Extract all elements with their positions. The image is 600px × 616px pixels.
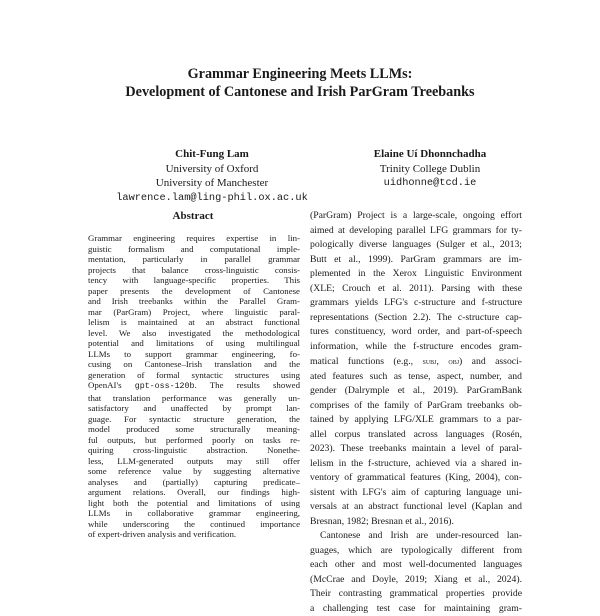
abstract-line: less, LLM-generated outputs may still offer — [88, 456, 300, 467]
abstract-line: projects that balance cross-linguistic consis- — [88, 265, 300, 276]
body-paragraph-1 — [310, 209, 522, 529]
abstract-line: argument relations. Overall, our findings high- — [88, 487, 300, 498]
body-line: aimed at developing parallel LFG grammars for ty- — [310, 224, 522, 239]
abstract-body — [88, 233, 300, 540]
body-line: Their contrasting grammatical properties provide — [310, 587, 522, 602]
body-line: matical functions (e.g., subj, obj) and associ- — [310, 354, 522, 370]
abstract-line: while underscoring the continued importance — [88, 519, 300, 530]
abstract-line: paper presents the development of Cantonese — [88, 286, 300, 297]
body-line: information, while the f-structure encodes gram- — [310, 340, 522, 355]
title-line-2: Development of Cantonese and Irish ParGram Treebanks — [0, 83, 600, 101]
body-line: ated features such as tense, aspect, number, and — [310, 370, 522, 385]
author-1-affiliation-2: University of Manchester — [82, 176, 342, 191]
body-line: sistent with LFG's aim of capturing language uni- — [310, 486, 522, 501]
abstract-line: lelism is maintained at an abstract functional — [88, 317, 300, 328]
abstract-line: guistic formalism and computational imple- — [88, 244, 300, 255]
abstract-line: OpenAI's gpt-oss-120b. The results showed — [88, 380, 300, 393]
title-line-1: Grammar Engineering Meets LLMs: — [0, 65, 600, 83]
body-line: Butt et al., 1999). ParGram grammars are im- — [310, 253, 522, 268]
body-line: a challenging test case for maintaining gram- — [310, 602, 522, 616]
author-1-affiliation-1: University of Oxford — [82, 162, 342, 177]
body-line: pologically diverse languages (Sulger et al., 2013; — [310, 238, 522, 253]
abstract-line: satisfactory and unaffected by prompt lan- — [88, 403, 300, 414]
author-1-name: Chit-Fung Lam — [82, 147, 342, 162]
body-line: comprises of the family of ParGram treebanks ob- — [310, 399, 522, 414]
abstract-line: generation of formal syntactic structures using — [88, 370, 300, 381]
body-line: (XLE; Crouch et al. 2011). Parsing with these — [310, 282, 522, 297]
body-line: Cantonese and Irish are under-resourced lan- — [310, 529, 522, 544]
author-2 — [330, 147, 530, 191]
abstract-line: some reference value by suggesting alternative — [88, 466, 300, 477]
abstract-line: analyses and (partially) capturing predicate– — [88, 477, 300, 488]
abstract-line: of expert-driven analysis and verification. — [88, 529, 300, 540]
author-2-affiliation-1: Trinity College Dublin — [330, 162, 530, 177]
abstract-line: model produced some structurally meaning- — [88, 424, 300, 435]
body-line: lelism in the f-structure, achieved via a shared in- — [310, 457, 522, 472]
body-line: (McCrae and Doyle, 2019; Xiang et al., 2024). — [310, 573, 522, 588]
abstract-line: Grammar engineering requires expertise in lin- — [88, 233, 300, 244]
author-2-email[interactable]: uidhonne@tcd.ie — [330, 176, 530, 191]
body-line: gender (Dalrymple et al., 2019). ParGramBank — [310, 384, 522, 399]
body-line: grammars yields LFG's c-structure and f-structure — [310, 296, 522, 311]
body-line: tained by applying LFG/XLE grammars to a par- — [310, 413, 522, 428]
abstract-line: mar (ParGram) Project, where linguistic paral- — [88, 307, 300, 318]
abstract-line: and Irish treebanks within the Parallel Gram- — [88, 296, 300, 307]
body-line: Bresnan, 1982; Bresnan et al., 2016). — [310, 515, 522, 530]
author-2-name: Elaine Uí Dhonnchadha — [330, 147, 530, 162]
body-line: each other and most well-documented languages — [310, 558, 522, 573]
body-line: (ParGram) Project is a large-scale, ongoing effort — [310, 209, 522, 224]
author-1 — [82, 147, 342, 205]
abstract-line: ful outputs, but performed poorly on tasks re- — [88, 435, 300, 446]
body-line: versals at an abstract functional level (Kaplan and — [310, 500, 522, 515]
body-paragraph-2 — [310, 529, 522, 616]
abstract-line: tency with language-specific properties. This — [88, 275, 300, 286]
abstract-line: LLMs in collaborative grammar engineering, — [88, 508, 300, 519]
body-line: tures constituency, word order, and part-of-speech — [310, 325, 522, 340]
body-line: ventory of grammatical features (King, 2004), con- — [310, 471, 522, 486]
abstract-line: guage. For syntactic structure generation, the — [88, 414, 300, 425]
body-line: allel corpus translated across languages (Rosén, — [310, 428, 522, 443]
abstract-line: light both the potential and limitations of using — [88, 498, 300, 509]
abstract-line: cusing on Cantonese–Irish translation and the — [88, 359, 300, 370]
body-line: 2023). These treebanks maintain a level of paral- — [310, 442, 522, 457]
abstract-line: level. We also investigated the methodological — [88, 328, 300, 339]
abstract-line: potential and limitations of using multilingual — [88, 338, 300, 349]
body-line: representations (Section 2.2). The c-structure cap- — [310, 311, 522, 326]
abstract-heading: Abstract — [88, 210, 298, 222]
abstract-line: quiring cross-linguistic abstraction. Nonethe- — [88, 445, 300, 456]
body-line: plemented in the Xerox Linguistic Environment — [310, 267, 522, 282]
abstract-line: that translation performance was generally un- — [88, 393, 300, 404]
abstract-line: mentation, particularly in parallel grammar — [88, 254, 300, 265]
body-line: guages, which are typologically different from — [310, 544, 522, 559]
paper-title — [0, 65, 600, 101]
body-text-right-column — [310, 209, 522, 616]
abstract-line: LLMs to support grammar engineering, fo- — [88, 349, 300, 360]
author-1-email[interactable]: lawrence.lam@ling-phil.ox.ac.uk — [82, 191, 342, 206]
